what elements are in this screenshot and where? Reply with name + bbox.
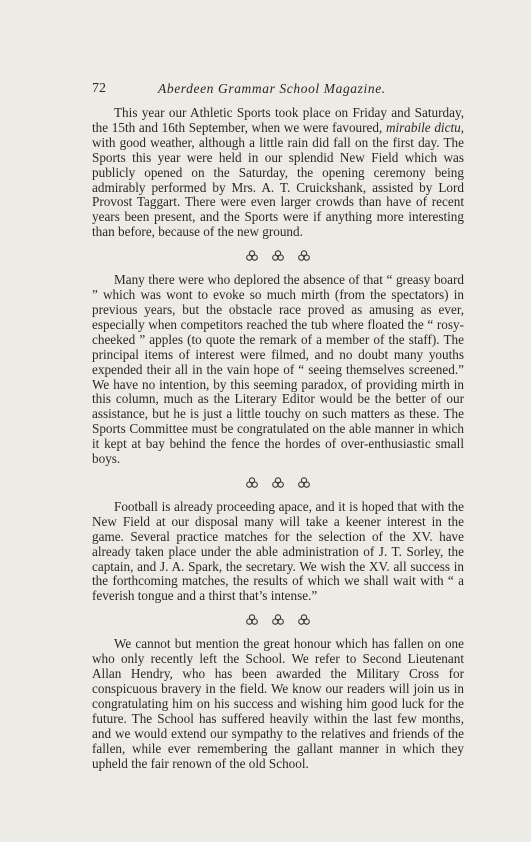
section-divider xyxy=(92,472,464,494)
ornament-icon xyxy=(272,477,284,489)
paragraph-football: Football is already proceeding apace, and it is hoped that with the New Field at our disposal many will take a keener interest in the game. Several practice matches for the selection of the XV. have already taken place under the able administration of J. T. Sorley, the captain, and J. A. Spark, the secretary. We wish the XV. all success in the forthcoming matches, the results of which we shall wait with “ a feverish tongue and a thirst that’s intense.” xyxy=(92,498,464,604)
ornament-icon xyxy=(272,250,284,262)
paragraph-military-cross: We cannot but mention the great honour which has fallen on one who only recently left the School. We refer to Second Lieutenant Allan Hendry, who has been awarded the Military Cross for conspicuous bravery in the field. We know our readers will join us in congratulating him on his success and wishing him good luck for the future. The School has suffered heavily within the last few months, and we would extend our sympathy to the relatives and friends of the fallen, while ever remembering the gallant manner in which they upheld the fair renown of the old School. xyxy=(92,636,464,771)
section-divider xyxy=(92,245,464,267)
ornament-icon xyxy=(298,614,310,626)
latin-phrase: mirabile dictu xyxy=(385,119,461,135)
page-number: 72 xyxy=(92,81,106,96)
ornament-icon xyxy=(272,614,284,626)
paragraph-obstacle-race: Many there were who deplored the absence of that “ greasy board ” which was wont to evoke so much mirth (from the spectators) in previous years, but the obstacle race proved as amusing as ever, especially when competitors reached the tub where floated the “ rosy-cheeked ” apples (to quote the remark of a member of the staff). The principal items of interest were filmed, and no doubt many youths expended their all in the vain hope of “ seeing themselves screened.” We have no intention, by this seeming paradox, of providing mirth in this column, much as the Literary Editor would be the better of our assistance, but he is just a little touchy on such matters as these. The Sports Committee must be congratulated on the able manner in which it kept at bay behind the fence the hordes of over-enthusiastic small boys. xyxy=(92,272,464,467)
ornament-icon xyxy=(246,477,258,489)
ornament-icon xyxy=(298,477,310,489)
article-body xyxy=(92,106,464,771)
running-title: Aberdeen Grammar School Magazine. xyxy=(158,81,386,96)
page-header xyxy=(92,80,472,98)
section-divider xyxy=(92,609,464,631)
paragraph-sports: This year our Athletic Sports took place on Friday and Saturday, the 15th and 16th September, when we were favoured, mirabile dictu, with good weather, although a little rain did fall on the first day. The Sports this year were held in our splendid New Field which was publicly opened on the Saturday, the opening ceremony being admirably performed by Mrs. A. T. Cruickshank, assisted by Lord Provost Taggart. There were even larger crowds than have of recent years been present, and the Sports were if anything more interesting than before, because of the new ground. xyxy=(92,105,464,240)
ornament-icon xyxy=(246,250,258,262)
ornament-icon xyxy=(298,250,310,262)
ornament-icon xyxy=(246,614,258,626)
